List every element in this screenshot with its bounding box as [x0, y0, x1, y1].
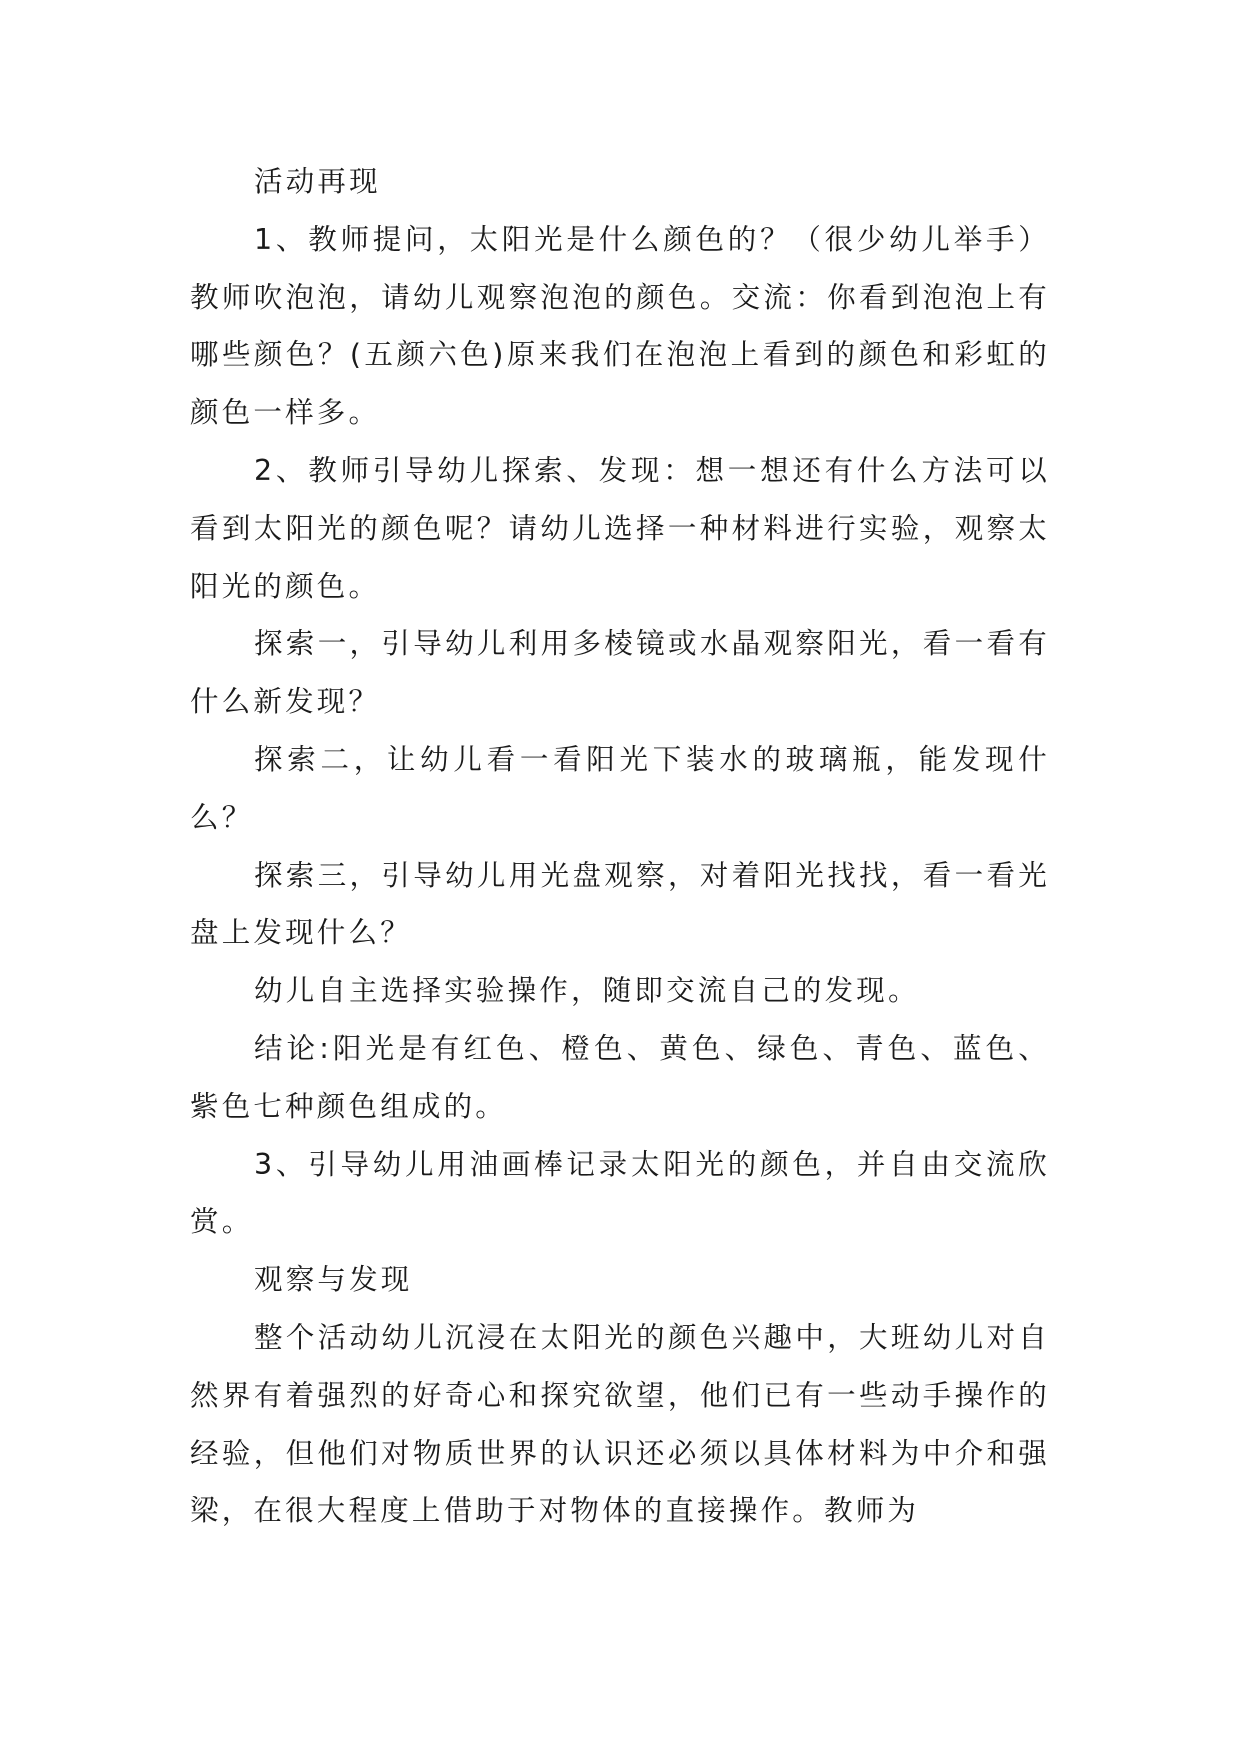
paragraph-self-selection: 幼儿自主选择实验操作，随即交流自己的发现。 [254, 974, 920, 1008]
paragraph-explore-2: 探索二，让幼儿看一看阳光下装水的玻璃瓶，能发现什么？ [190, 742, 1050, 834]
paragraph-explore-3: 探索三，引导幼儿用光盘观察，对着阳光找找，看一看光盘上发现什么？ [190, 858, 1050, 950]
paragraph-step-3: 3、引导幼儿用油画棒记录太阳光的颜色，并自由交流欣赏。 [190, 1147, 1050, 1239]
document-body [190, 153, 1050, 1540]
paragraph-observation: 整个活动幼儿沉浸在太阳光的颜色兴趣中，大班幼儿对自然界有着强烈的好奇心和探究欲望，他们已有一些动手操作的经验，但他们对物质世界的认识还必须以具体材料为中介和强梁，在很大程度上借助于对物体的直接操作。教师为 [190, 1320, 1050, 1528]
paragraph-step-1: 1、教师提问，太阳光是什么颜色的？（很少幼儿举手）教师吹泡泡，请幼儿观察泡泡的颜色。交流：你看到泡泡上有哪些颜色？(五颜六色)原来我们在泡泡上看到的颜色和彩虹的颜色一样多。 [190, 222, 1050, 430]
paragraph-step-2: 2、教师引导幼儿探索、发现：想一想还有什么方法可以看到太阳光的颜色呢？请幼儿选择一种材料进行实验，观察太阳光的颜色。 [190, 453, 1050, 603]
paragraph-conclusion: 结论:阳光是有红色、橙色、黄色、绿色、青色、蓝色、紫色七种颜色组成的。 [190, 1031, 1050, 1123]
paragraph-explore-1: 探索一，引导幼儿利用多棱镜或水晶观察阳光，看一看有什么新发现？ [190, 627, 1050, 719]
section-heading-observation: 观察与发现 [254, 1263, 413, 1297]
section-heading-activity-replay: 活动再现 [254, 165, 381, 198]
